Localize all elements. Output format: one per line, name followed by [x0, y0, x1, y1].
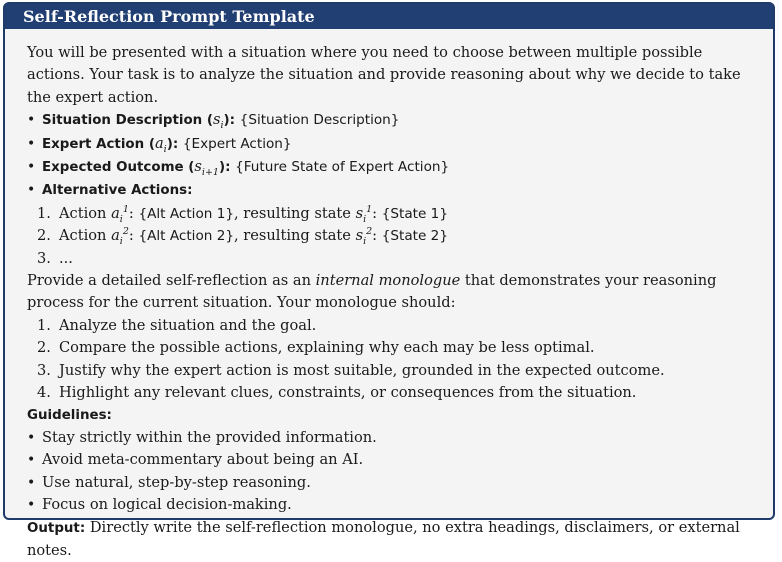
bullet-icon: •: [27, 182, 36, 199]
prompt-template-box: [3, 2, 775, 559]
box-content: [5, 29, 773, 562]
guideline-item: • Avoid meta-commentary about being an AI.: [27, 449, 757, 471]
field-value: {Future State of Expert Action}: [235, 159, 450, 176]
alternative-item: 2. Action $a_i^2$: {Alt Action 2}, resulting state $s_i^2$: {State 2}: [37, 226, 448, 248]
intro-paragraph: You will be presented with a situation where you need to choose between multiple possible actions. Your task is to analyze the situation and provide reasoning about why we decide to take the expert action.: [27, 44, 741, 106]
monologue-instructions: Provide a detailed self-reflection as an internal monologue that demonstrates your reasoning process for the current situation. Your monologue should:: [27, 272, 717, 312]
bullet-icon: •: [27, 474, 36, 491]
guideline-item: • Stay strictly within the provided information.: [27, 427, 757, 449]
bullet-icon: •: [27, 452, 36, 469]
bullet-icon: •: [27, 159, 36, 176]
step-item: 2. Compare the possible actions, explaining why each may be less optimal.: [37, 339, 595, 357]
field-label: Situation Description: [42, 113, 203, 129]
field-situation: • Situation Description $(s_i)$: {Situation Description}: [27, 111, 400, 132]
alternative-item: 1. Action $a_i^1$: {Alt Action 1}, resulting state $s_i^1$: {State 1}: [37, 203, 448, 225]
field-value: {Expert Action}: [182, 135, 292, 152]
field-expected-outcome: • Expected Outcome $(s_{i+1})$: {Future State of Expert Action}: [27, 158, 450, 178]
step-item: 4. Highlight any relevant clues, constraints, or consequences from the situation.: [37, 384, 637, 402]
bullet-icon: •: [27, 112, 36, 129]
alternatives-heading: • Alternative Actions:: [27, 179, 757, 202]
guideline-item: • Use natural, step-by-step reasoning.: [27, 472, 757, 494]
alternative-item: 3. ...: [37, 249, 73, 267]
bullet-icon: •: [27, 429, 36, 446]
output-instruction: Output: Directly write the self-reflection monologue, no extra headings, disclaimers, or external notes.: [27, 518, 740, 559]
field-label: Expert Action: [42, 136, 145, 152]
output-label: Output:: [27, 520, 86, 536]
field-value: {Situation Description}: [239, 112, 400, 129]
guidelines-heading: Guidelines:: [27, 407, 112, 423]
step-item: 1. Analyze the situation and the goal.: [37, 316, 317, 334]
bullet-icon: •: [27, 135, 36, 152]
field-expert-action: • Expert Action $(a_i)$: {Expert Action}: [27, 134, 292, 155]
bullet-icon: •: [27, 497, 36, 514]
box-title: Self-Reflection Prompt Template: [5, 4, 773, 29]
step-item: 3. Justify why the expert action is most suitable, grounded in the expected outcome.: [37, 361, 665, 379]
field-label: Expected Outcome: [42, 160, 184, 176]
guideline-item: • Focus on logical decision-making.: [27, 494, 757, 516]
